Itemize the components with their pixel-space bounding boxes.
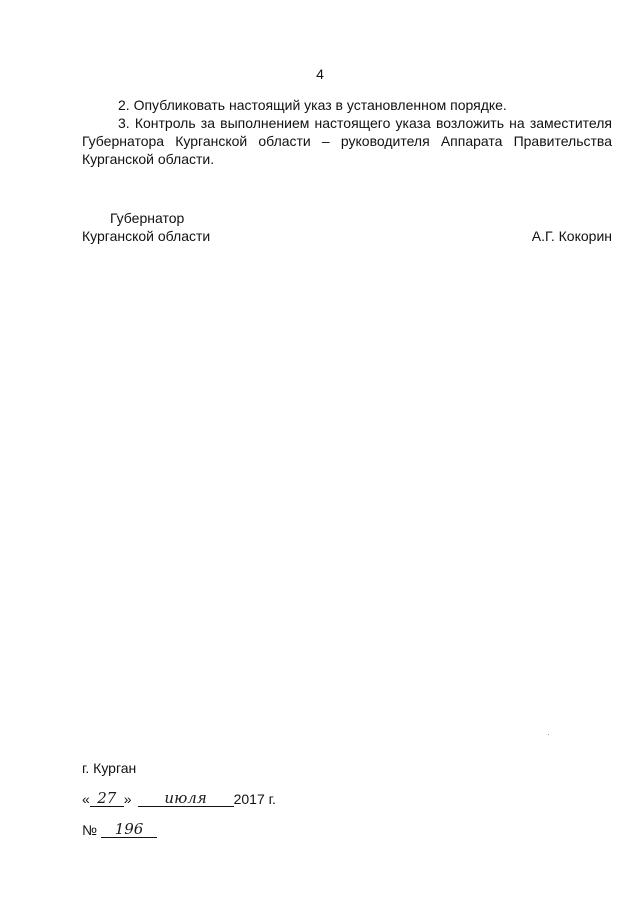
document-body: [82, 96, 612, 168]
page-number: 4: [316, 66, 324, 82]
date-year: 2017 г.: [233, 791, 276, 807]
signatory-name: А.Г. Кокорин: [531, 228, 612, 244]
issue-date: [82, 790, 276, 807]
paragraph-publish: 2. Опубликовать настоящий указ в установленном порядке.: [118, 97, 507, 113]
number-label: №: [82, 822, 98, 838]
number-handwritten: 196: [101, 821, 157, 838]
date-open-quote: «: [82, 791, 90, 807]
date-day-handwritten: 27: [90, 790, 124, 807]
paragraph-control: 3. Контроль за выполнением настоящего указа возложить на заместителя Губернатора Курганской области – руководителя Аппарата Правительства Курганской области.: [82, 115, 612, 167]
scan-speck: [548, 734, 549, 735]
date-month-handwritten: июля: [138, 790, 234, 807]
signatory-position: [82, 209, 210, 245]
date-close-quote: »: [123, 791, 132, 807]
issue-city: г. Курган: [82, 760, 137, 776]
decree-number: [82, 821, 157, 838]
signatory-title: Губернатор: [110, 210, 185, 226]
signatory-region: Курганской области: [82, 228, 211, 244]
